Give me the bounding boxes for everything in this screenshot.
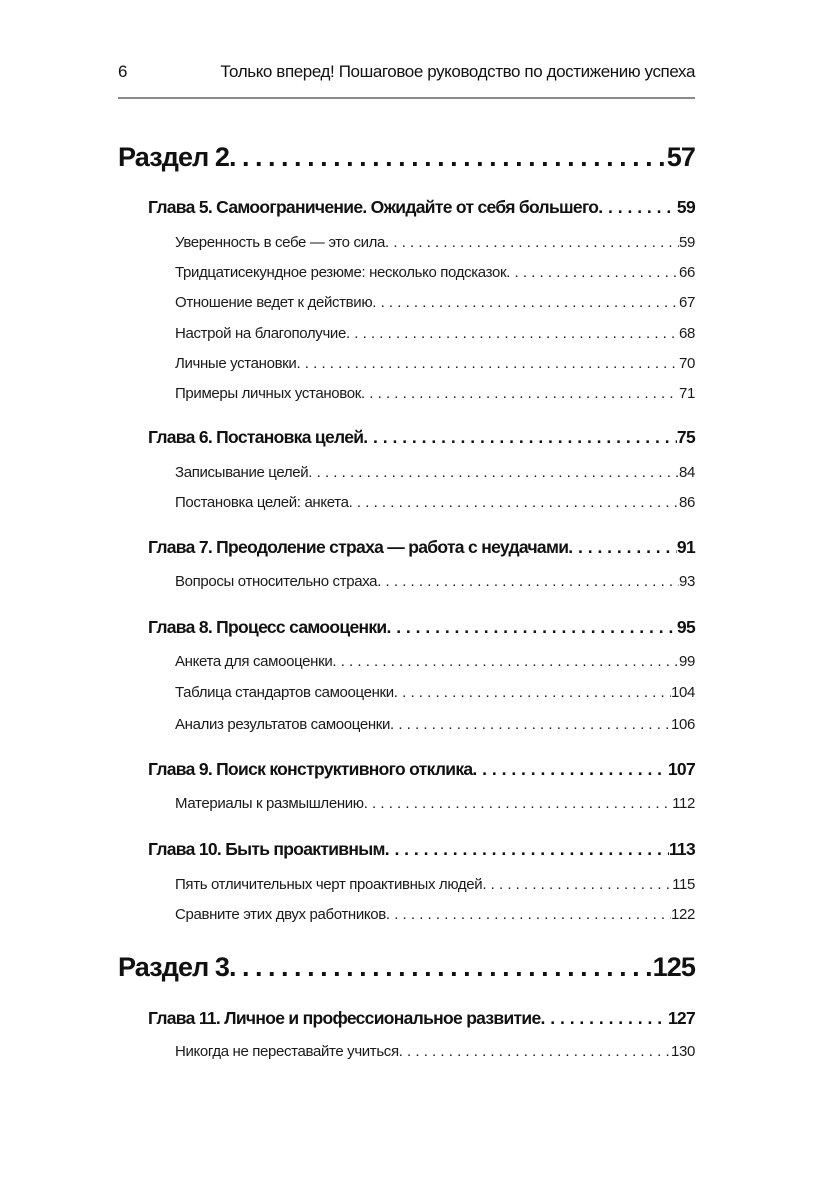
toc-item-page: 122 xyxy=(671,906,695,923)
toc-section[interactable] xyxy=(118,952,695,983)
dot-leader xyxy=(308,464,679,481)
toc-chapter-page: 127 xyxy=(667,1008,695,1028)
dot-leader xyxy=(372,294,679,311)
toc-item-page: 71 xyxy=(679,385,695,402)
dot-leader xyxy=(361,385,679,402)
toc-item-page: 115 xyxy=(672,876,695,893)
toc-section-page: 125 xyxy=(652,952,695,982)
toc-item[interactable] xyxy=(175,684,695,701)
running-title: Только вперед! Пошаговое руководство по достижению успеха xyxy=(220,62,695,81)
toc-section-title: Раздел 2 xyxy=(118,142,230,172)
toc-item-page: 130 xyxy=(671,1043,695,1060)
toc-item-title: Личные установки xyxy=(175,355,297,372)
toc-item[interactable] xyxy=(175,716,695,733)
toc-item[interactable] xyxy=(175,325,695,342)
running-header xyxy=(118,62,695,92)
toc-item-page: 66 xyxy=(679,264,695,281)
dot-leader xyxy=(346,325,679,342)
toc-item-title: Настрой на благополучие xyxy=(175,325,346,342)
toc-item-title: Пять отличительных черт проактивных людей xyxy=(175,876,483,893)
toc-item-title: Никогда не переставайте учиться xyxy=(175,1043,399,1060)
toc-chapter-title: Глава 10. Быть проактивным xyxy=(148,839,385,859)
toc-section[interactable] xyxy=(118,142,695,173)
toc-item-title: Таблица стандартов самооценки xyxy=(175,684,394,701)
toc-chapter-title: Глава 6. Постановка целей xyxy=(148,427,364,447)
dot-leader xyxy=(482,876,672,893)
toc-item[interactable] xyxy=(175,494,695,511)
toc-chapter[interactable] xyxy=(148,617,695,638)
dot-leader xyxy=(349,494,679,511)
toc-item-page: 106 xyxy=(671,716,695,733)
dot-leader xyxy=(385,839,669,860)
toc-item[interactable] xyxy=(175,294,695,311)
dot-leader xyxy=(229,142,667,173)
toc-item-title: Сравните этих двух работников xyxy=(175,906,386,923)
toc-item[interactable] xyxy=(175,464,695,481)
dot-leader xyxy=(394,684,671,701)
toc-item[interactable] xyxy=(175,385,695,402)
toc-item[interactable] xyxy=(175,906,695,923)
dot-leader xyxy=(541,1008,668,1029)
dot-leader xyxy=(332,653,679,670)
toc-chapter-title: Глава 9. Поиск конструктивного отклика xyxy=(148,759,473,779)
toc-chapter-page: 59 xyxy=(676,197,695,217)
toc-item-page: 93 xyxy=(679,573,695,590)
toc-item-title: Анкета для самооценки xyxy=(175,653,333,670)
toc-chapter[interactable] xyxy=(148,197,695,218)
toc-item-title: Вопросы относительно страха xyxy=(175,573,378,590)
toc-chapter-page: 75 xyxy=(676,427,695,447)
toc-chapter-page: 113 xyxy=(668,839,695,859)
toc-item[interactable] xyxy=(175,795,695,812)
toc-item-title: Тридцатисекундное резюме: несколько подсказок xyxy=(175,264,507,281)
toc-chapter[interactable] xyxy=(148,839,695,860)
toc-item-page: 84 xyxy=(679,464,695,481)
dot-leader xyxy=(568,537,677,558)
toc-chapter-title: Глава 11. Личное и профессиональное развитие xyxy=(148,1008,541,1028)
toc-section-title: Раздел 3 xyxy=(118,952,230,982)
toc-item[interactable] xyxy=(175,234,695,251)
toc-item-title: Анализ результатов самооценки xyxy=(175,716,391,733)
toc-section-page: 57 xyxy=(666,142,695,172)
dot-leader xyxy=(386,906,671,923)
toc-chapter-title: Глава 7. Преодоление страха — работа с неудачами xyxy=(148,537,569,557)
dot-leader xyxy=(386,617,676,638)
dot-leader xyxy=(377,573,679,590)
toc-item-title: Отношение ведет к действию xyxy=(175,294,373,311)
toc-chapter[interactable] xyxy=(148,427,695,448)
toc-chapter[interactable] xyxy=(148,537,695,558)
toc-chapter[interactable] xyxy=(148,759,695,780)
toc-chapter-title: Глава 5. Самоограничение. Ожидайте от себя большего xyxy=(148,197,599,217)
header-rule xyxy=(118,97,695,99)
toc-chapter-title: Глава 8. Процесс самооценки xyxy=(148,617,387,637)
toc-item-page: 59 xyxy=(679,234,695,251)
toc-item[interactable] xyxy=(175,876,695,893)
toc-item[interactable] xyxy=(175,653,695,670)
toc-item-page: 68 xyxy=(679,325,695,342)
dot-leader xyxy=(506,264,679,281)
dot-leader xyxy=(598,197,677,218)
dot-leader xyxy=(229,952,653,983)
dot-leader xyxy=(399,1043,671,1060)
toc-item-title: Материалы к размышлению xyxy=(175,795,364,812)
toc-item[interactable] xyxy=(175,1043,695,1060)
toc-item[interactable] xyxy=(175,573,695,590)
toc-item-page: 86 xyxy=(679,494,695,511)
dot-leader xyxy=(296,355,679,372)
toc-chapter-page: 91 xyxy=(676,537,695,557)
toc-item[interactable] xyxy=(175,355,695,372)
dot-leader xyxy=(363,427,677,448)
toc-item-title: Уверенность в себе — это сила xyxy=(175,234,386,251)
dot-leader xyxy=(364,795,672,812)
toc-item-page: 112 xyxy=(672,795,695,812)
toc-item-title: Записывание целей xyxy=(175,464,309,481)
dot-leader xyxy=(385,234,679,251)
toc-item-page: 104 xyxy=(671,684,695,701)
dot-leader xyxy=(472,759,667,780)
dot-leader xyxy=(390,716,671,733)
toc-item-title: Примеры личных установок xyxy=(175,385,361,402)
toc-chapter-page: 107 xyxy=(667,759,695,779)
toc-item-page: 67 xyxy=(679,294,695,311)
toc-chapter-page: 95 xyxy=(676,617,695,637)
page-number: 6 xyxy=(118,62,128,81)
toc-item-page: 70 xyxy=(679,355,695,372)
toc-chapter[interactable] xyxy=(148,1008,695,1029)
toc-item-page: 99 xyxy=(679,653,695,670)
toc-item[interactable] xyxy=(175,264,695,281)
toc-item-title: Постановка целей: анкета xyxy=(175,494,349,511)
